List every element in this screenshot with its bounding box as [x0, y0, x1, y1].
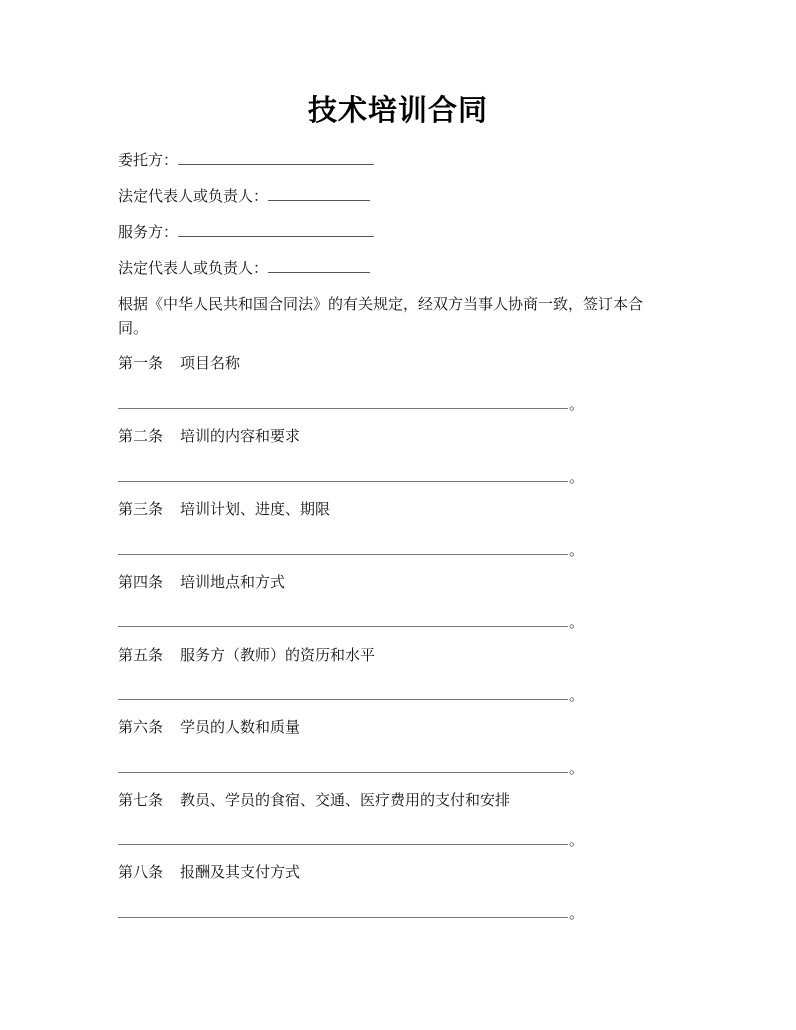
article-blank-row — [118, 684, 584, 706]
party-line-client — [118, 149, 374, 171]
preamble-paragraph: 根据《中华人民共和国合同法》的有关规定，经双方当事人协商一致，签订本合同。 — [118, 295, 644, 337]
article-heading — [118, 861, 300, 883]
article-title: 教员、学员的食宿、交通、医疗费用的支付和安排 — [180, 791, 511, 809]
article-number: 第六条 — [118, 718, 164, 736]
article-number: 第四条 — [118, 573, 164, 591]
article-heading — [118, 789, 510, 811]
fill-in-blank[interactable] — [118, 686, 568, 700]
article-blank-row — [118, 611, 584, 633]
article-title: 培训计划、进度、期限 — [180, 500, 331, 518]
article-title: 培训的内容和要求 — [180, 427, 301, 445]
article-blank-row — [118, 393, 584, 415]
party-label: 服务方： — [118, 223, 179, 241]
period-mark: 。 — [569, 395, 585, 413]
fill-in-blank[interactable] — [118, 541, 568, 555]
period-mark: 。 — [569, 686, 585, 704]
party-line-client-representative — [118, 185, 370, 207]
fill-in-blank[interactable] — [118, 395, 568, 409]
article-heading — [118, 571, 285, 593]
party-label: 法定代表人或负责人： — [118, 187, 269, 205]
period-mark: 。 — [569, 904, 585, 922]
party-line-provider — [118, 221, 374, 243]
article-number: 第三条 — [118, 500, 164, 518]
period-mark: 。 — [569, 831, 585, 849]
fill-in-blank[interactable] — [118, 904, 568, 918]
party-value-blank[interactable] — [178, 149, 374, 165]
article-title: 服务方（教师）的资历和水平 — [180, 646, 376, 664]
fill-in-blank[interactable] — [118, 468, 568, 482]
period-mark: 。 — [569, 759, 585, 777]
article-blank-row — [118, 539, 584, 561]
party-label: 委托方： — [118, 151, 179, 169]
party-line-provider-representative — [118, 257, 370, 279]
article-number: 第八条 — [118, 863, 164, 881]
article-heading — [118, 716, 300, 738]
article-blank-row — [118, 829, 584, 851]
article-heading — [118, 352, 240, 374]
party-value-blank[interactable] — [268, 185, 370, 201]
period-mark: 。 — [569, 541, 585, 559]
article-title: 培训地点和方式 — [180, 573, 286, 591]
article-heading — [118, 498, 330, 520]
article-title: 项目名称 — [180, 354, 241, 372]
article-title: 报酬及其支付方式 — [180, 863, 301, 881]
document-title: 技术培训合同 — [307, 93, 488, 127]
article-blank-row — [118, 902, 584, 924]
party-value-blank[interactable] — [268, 257, 370, 273]
fill-in-blank[interactable] — [118, 831, 568, 845]
article-blank-row — [118, 757, 584, 779]
fill-in-blank[interactable] — [118, 613, 568, 627]
article-title: 学员的人数和质量 — [180, 718, 301, 736]
article-number: 第七条 — [118, 791, 164, 809]
article-heading — [118, 425, 300, 447]
party-value-blank[interactable] — [178, 221, 374, 237]
article-blank-row — [118, 466, 584, 488]
period-mark: 。 — [569, 468, 585, 486]
period-mark: 。 — [569, 613, 585, 631]
fill-in-blank[interactable] — [118, 759, 568, 773]
article-number: 第五条 — [118, 646, 164, 664]
article-number: 第二条 — [118, 427, 164, 445]
article-heading — [118, 644, 375, 666]
article-number: 第一条 — [118, 354, 164, 372]
party-label: 法定代表人或负责人： — [118, 259, 269, 277]
